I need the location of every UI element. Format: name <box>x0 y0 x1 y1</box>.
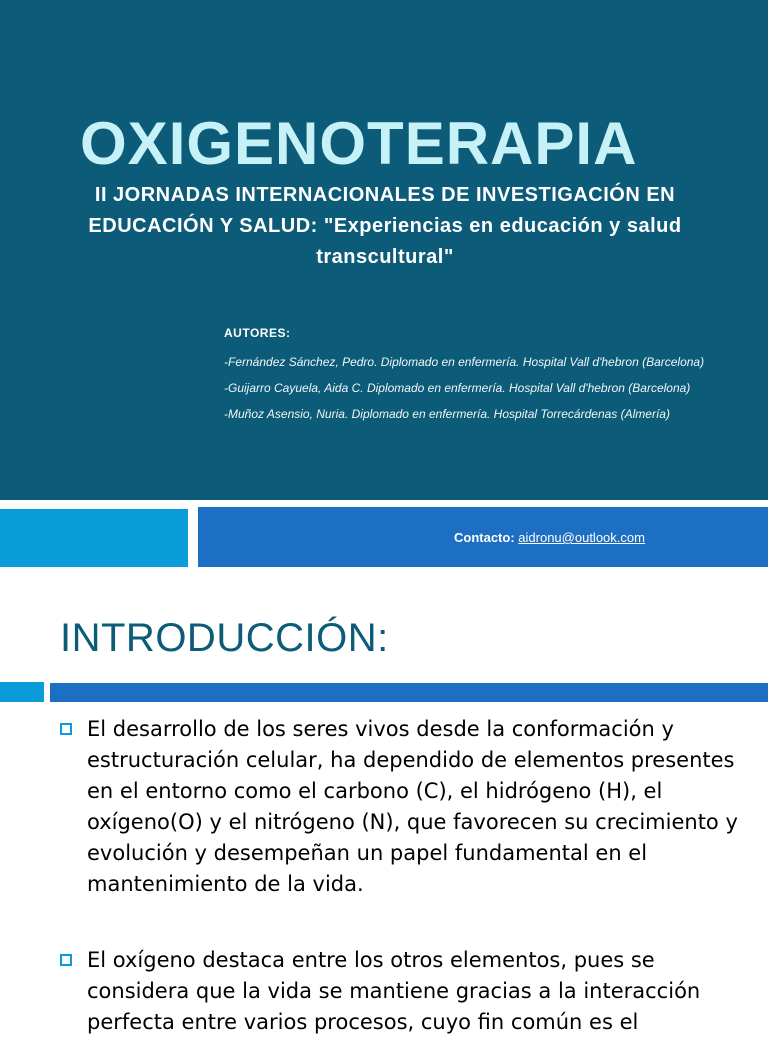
contact-label: Contacto: <box>454 530 515 545</box>
accent-band-left <box>0 509 188 567</box>
author-item: -Fernández Sánchez, Pedro. Diplomado en enfermería. Hospital Vall d'hebron (Barcelona) <box>224 355 705 369</box>
bullet-item <box>60 714 740 900</box>
slide-subtitle: II JORNADAS INTERNACIONALES DE INVESTIGACIÓN EN EDUCACIÓN Y SALUD: "Experiencias en educación y salud transcultural" <box>88 184 682 268</box>
square-outline-icon <box>60 954 72 966</box>
authors-label: AUTORES: <box>224 326 291 340</box>
contact-line <box>454 530 645 545</box>
title-bar-left <box>0 682 44 702</box>
square-outline-icon <box>60 723 72 735</box>
bullet-item <box>60 945 740 1038</box>
title-bar-right <box>50 683 768 702</box>
author-item: -Guijarro Cayuela, Aida C. Diplomado en enfermería. Hospital Vall d'hebron (Barcelona) <box>224 381 691 395</box>
bullet-text: El desarrollo de los seres vivos desde la conformación y estructuración celular, ha dependido de elementos presentes en el entorno como el carbono (C), el hidrógeno (H), el oxígeno(O) y el nitrógeno (N), que favorecen su crecimiento y evolución y desempeñan un papel fundamental en el mantenimiento de la vida. <box>87 717 738 896</box>
authors-block <box>224 326 744 432</box>
intro-heading: INTRODUCCIÓN: <box>60 616 389 660</box>
bullet-text: El oxígeno destaca entre los otros elementos, pues se considera que la vida se mantiene gracias a la interacción perfecta entre varios procesos, cuyo fin común es el <box>87 948 701 1034</box>
author-item: -Muñoz Asensio, Nuria. Diplomado en enfermería. Hospital Torrecárdenas (Almería) <box>224 407 670 421</box>
intro-slide <box>0 568 768 1034</box>
contact-email-link[interactable]: aidronu@outlook.com <box>518 530 645 545</box>
title-slide <box>0 0 768 500</box>
slide-title: OXIGENOTERAPIA <box>80 110 638 177</box>
